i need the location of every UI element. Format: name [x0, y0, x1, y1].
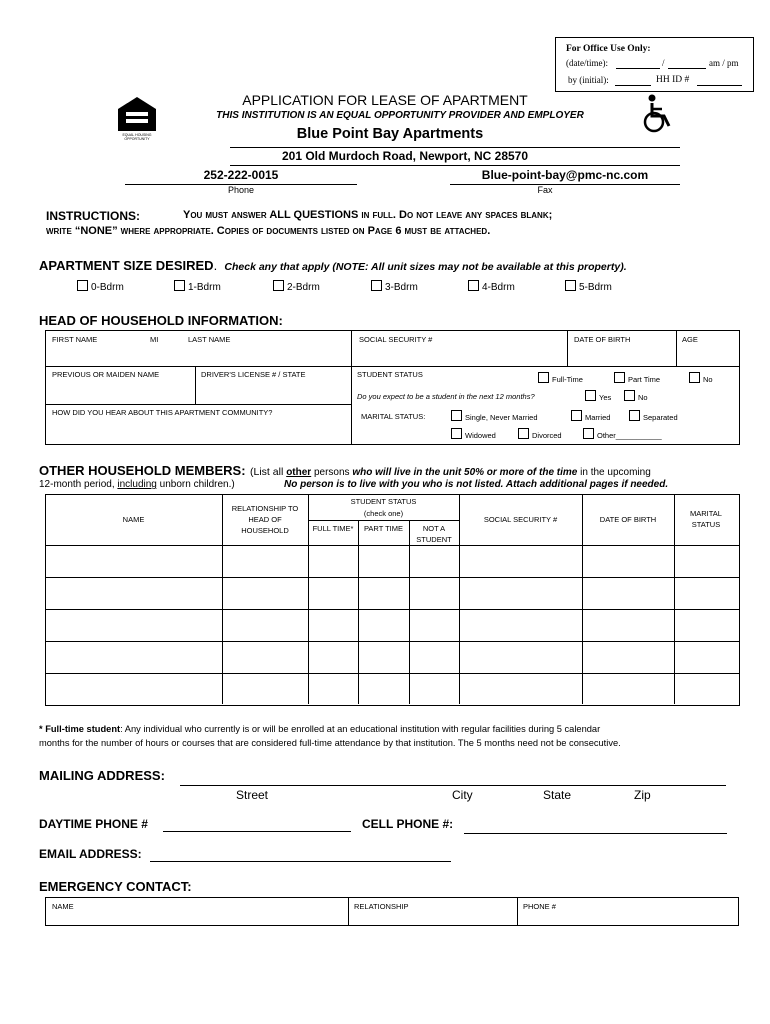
mi-field[interactable]: MI	[150, 335, 159, 344]
footnote-line-1: * Full-time student: Any individual who currently is or will be enrolled at an educational institution with regular facilities during 5 calendar	[39, 724, 601, 734]
office-time-line[interactable]	[668, 68, 706, 69]
col-check-one: (check one)	[363, 509, 404, 518]
col-relationship: RELATIONSHIP TO HEAD OF HOUSEHOLD	[231, 504, 299, 535]
cell-phone-line[interactable]	[464, 833, 727, 834]
checkbox[interactable]	[565, 280, 576, 291]
checkbox[interactable]	[614, 372, 625, 383]
marital-married-option[interactable]: Married	[571, 410, 610, 422]
checkbox[interactable]	[518, 428, 529, 439]
equal-housing-logo	[114, 95, 160, 145]
phone-label: Phone	[227, 185, 255, 195]
col-part-time: PART TIME	[363, 524, 404, 533]
mailing-state-label: State	[543, 788, 572, 802]
apartment-size-note: Check any that apply (NOTE: All unit sizes may not be available at this property).	[224, 261, 627, 273]
col-not-student: NOT A STUDENT	[416, 524, 452, 544]
size-option-4[interactable]: 4-Bdrm	[468, 280, 515, 293]
office-initial-label: by (initial):	[568, 75, 609, 85]
marital-single-option[interactable]: Single, Never Married	[451, 410, 538, 422]
size-option-0[interactable]: 0-Bdrm	[77, 280, 124, 293]
apartment-size-heading: APARTMENT SIZE DESIRED. Check any that apply (NOTE: All unit sizes may not be available at this property).	[39, 258, 627, 273]
instructions-line-1: You must answer ALL QUESTIONS in full. Do not leave any spaces blank;	[183, 209, 553, 221]
property-phone: 252-222-0015	[203, 168, 279, 182]
email-address-label: EMAIL ADDRESS:	[39, 847, 142, 861]
student-status-label: STUDENT STATUS	[357, 370, 423, 379]
checkbox[interactable]	[571, 410, 582, 421]
instructions-label: INSTRUCTIONS:	[46, 209, 140, 223]
mailing-city-label: City	[452, 788, 473, 802]
checkbox[interactable]	[629, 410, 640, 421]
property-email: Blue-point-bay@pmc-nc.com	[481, 168, 649, 182]
office-hhid-line[interactable]	[697, 85, 742, 86]
checkbox[interactable]	[451, 428, 462, 439]
checkbox[interactable]	[174, 280, 185, 291]
equal-opportunity-statement: THIS INSTITUTION IS AN EQUAL OPPORTUNITY PROVIDER AND EMPLOYER	[216, 110, 584, 121]
checkbox[interactable]	[585, 390, 596, 401]
col-marital: MARITAL STATUS	[690, 509, 722, 529]
other-members-heading: OTHER HOUSEHOLD MEMBERS: (List all other persons who will live in the unit 50% or more of the time in the upcoming	[39, 463, 651, 478]
marital-widowed-option[interactable]: Widowed	[451, 428, 496, 440]
emergency-contact-title: EMERGENCY CONTACT:	[39, 879, 192, 894]
office-date-line[interactable]	[616, 68, 660, 69]
instructions-line-2: write “NONE” where appropriate. Copies of documents listed on Page 6 must be attached.	[46, 225, 491, 237]
wheelchair-icon	[640, 94, 674, 134]
col-ssn: SOCIAL SECURITY #	[483, 515, 558, 524]
footnote-line-2: months for the number of hours or courses that are considered full-time attendance by that institution. The 5 months need not be consecutive.	[39, 738, 621, 748]
mailing-address-line[interactable]	[180, 785, 726, 786]
mailing-address-label: MAILING ADDRESS:	[39, 768, 165, 783]
accessibility-logo	[640, 94, 674, 134]
expect-student-question: Do you expect to be a student in the next 12 months?	[357, 392, 535, 401]
col-student-status: STUDENT STATUS	[350, 497, 417, 506]
checkbox[interactable]	[538, 372, 549, 383]
checkbox[interactable]	[583, 428, 594, 439]
expect-student-no[interactable]: No	[624, 390, 648, 402]
mailing-zip-label: Zip	[634, 788, 651, 802]
checkbox[interactable]	[273, 280, 284, 291]
ssn-field[interactable]: SOCIAL SECURITY #	[359, 335, 433, 344]
first-name-field[interactable]: FIRST NAME	[52, 335, 98, 344]
marital-status-label: MARITAL STATUS:	[361, 412, 426, 421]
office-hhid-label: HH ID #	[656, 75, 690, 85]
email-address-line[interactable]	[150, 861, 451, 862]
daytime-phone-label: DAYTIME PHONE #	[39, 817, 148, 831]
drivers-license-field[interactable]: DRIVER'S LICENSE # / STATE	[201, 370, 306, 379]
marital-divorced-option[interactable]: Divorced	[518, 428, 562, 440]
expect-student-yes[interactable]: Yes	[585, 390, 611, 402]
office-initial-line[interactable]	[615, 85, 651, 86]
marital-other-option[interactable]: Other___________	[583, 428, 662, 440]
checkbox[interactable]	[371, 280, 382, 291]
office-datetime-label	[566, 58, 608, 68]
property-address: 201 Old Murdoch Road, Newport, NC 28570	[281, 149, 529, 163]
col-dob: DATE OF BIRTH	[599, 515, 657, 524]
office-datetime-text: (date/time):	[566, 58, 608, 68]
col-full-time: FULL TIME*	[312, 524, 354, 533]
apartment-size-title: APARTMENT SIZE DESIRED	[39, 258, 214, 273]
header-rule-top	[230, 147, 680, 148]
head-of-household-title: HEAD OF HOUSEHOLD INFORMATION:	[39, 313, 283, 328]
daytime-phone-line[interactable]	[163, 831, 351, 832]
other-members-warning: No person is to live with you who is not listed. Attach additional pages if needed.	[284, 479, 669, 490]
size-option-3[interactable]: 3-Bdrm	[371, 280, 418, 293]
office-ampm: am / pm	[709, 58, 739, 68]
emergency-phone-field[interactable]: PHONE #	[523, 902, 556, 911]
mailing-street-label: Street	[236, 788, 269, 802]
student-no-option[interactable]: No	[689, 372, 713, 384]
page-title: APPLICATION FOR LEASE OF APARTMENT	[242, 92, 528, 108]
size-option-5[interactable]: 5-Bdrm	[565, 280, 612, 293]
equal-housing-caption: EQUAL HOUSING OPPORTUNITY	[122, 133, 152, 141]
office-use-title: For Office Use Only:	[566, 44, 651, 54]
other-members-title: OTHER HOUSEHOLD MEMBERS:	[39, 463, 246, 478]
student-part-time-option[interactable]: Part Time	[614, 372, 660, 384]
age-field[interactable]: AGE	[682, 335, 698, 344]
other-members-desc-2: 12-month period, including unborn children.)	[39, 479, 235, 490]
checkbox[interactable]	[451, 410, 462, 421]
size-option-1[interactable]: 1-Bdrm	[174, 280, 221, 293]
emergency-relationship-field[interactable]: RELATIONSHIP	[354, 902, 409, 911]
col-name: NAME	[122, 515, 145, 524]
marital-separated-option[interactable]: Separated	[629, 410, 678, 422]
size-option-2[interactable]: 2-Bdrm	[273, 280, 320, 293]
property-name: Blue Point Bay Apartments	[296, 126, 484, 142]
emergency-name-field[interactable]: NAME	[52, 902, 74, 911]
previous-name-field[interactable]: PREVIOUS OR MAIDEN NAME	[52, 370, 160, 379]
fax-label: Fax	[537, 185, 553, 195]
checkbox[interactable]	[468, 280, 479, 291]
hear-about-field[interactable]: HOW DID YOU HEAR ABOUT THIS APARTMENT COMMUNITY?	[52, 408, 273, 417]
checkbox[interactable]	[77, 280, 88, 291]
last-name-field[interactable]: LAST NAME	[188, 335, 231, 344]
checkbox[interactable]	[689, 372, 700, 383]
student-full-time-option[interactable]: Full-Time	[538, 372, 583, 384]
checkbox[interactable]	[624, 390, 635, 401]
cell-phone-label: CELL PHONE #:	[362, 817, 454, 831]
header-rule-mid	[230, 165, 680, 166]
dob-field[interactable]: DATE OF BIRTH	[574, 335, 631, 344]
